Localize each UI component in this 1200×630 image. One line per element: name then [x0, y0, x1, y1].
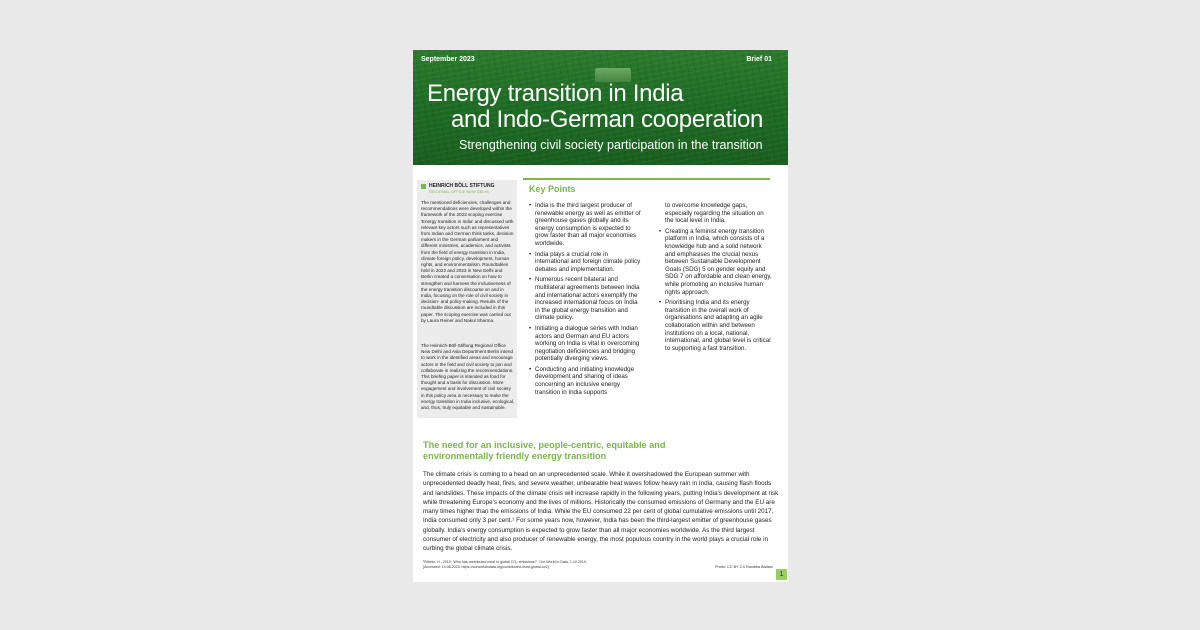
key-point: • Numerous recent bilateral and multilateral agreements between India and international actors exemplify the increased international focus on India in the global energy transition and climate policy.: [527, 276, 642, 322]
logo-square-icon: [421, 184, 426, 189]
cover-banner: [413, 50, 788, 165]
body-paragraph: The climate crisis is coming to a head on an unprecedented scale. While it overshadowed the European summer with unprecedented deadly heat, fires, and severe weather, unbearable heat waves follow heavy rain in India, causing flash floods and landslides. These impacts of the climate crisis will increase rapidly in the following years, putting India's development at risk while threatening Europe's economy and the lives of millions. Historically the consumed emissions of Germany and the EU are many times higher than the emissions of India: While the EU consumed 22 per cent of global cumulative emissions until 2017, India consumed only 3 per cent.¹ For some years now, however, India has been the third-largest emitter of greenhouse gases globally. India's energy consumption is expected to grow faster than all major economies worldwide. As the third largest consumer of electricity and also producer of renewable energy, the most populous country in the world plays a crucial role in curbing the global climate crisis.: [423, 471, 779, 553]
footnote: ¹Ritchie, H., 2019, 'Who has contributed most to global CO₂ emissions?', Our World in Data, 1.10.2019, [Accessed: 14.08.2023: https://ourworldindata.org/contributed-most-global-co2]: [423, 560, 587, 569]
page-number-badge: 1: [776, 569, 787, 580]
sidebar-box: [417, 180, 517, 418]
key-point: • India plays a crucial role in international and foreign climate policy debates and implementation.: [527, 251, 642, 274]
key-points-divider: [523, 178, 770, 180]
subtitle: Strengthening civil society participation in the transition: [459, 138, 763, 152]
key-points-title: Key Points: [529, 184, 576, 194]
sidebar-paragraph-2: The Heinrich-Böll-Stiftung Regional Office New Delhi and Asia Department Berlin intend to work in the identified areas and encourage actors in the field and civil society to join and collaborate in realizing the recommendations. This briefing paper is intended as food for thought and a basis for discussion. More engagement and involvement of civil society in this policy area is necessary to make the energy transition in India inclusive, ecological, and, thus, truly equitable and sustainable.: [421, 343, 515, 411]
title-line-1: Energy transition in India: [427, 80, 684, 107]
key-point: • Initiating a dialogue series with Indian actors and German and EU actors working on India is vital in overcoming negotiation deficiencies and bridging potentially diverging views.: [527, 325, 642, 363]
logo-name: HEINRICH BÖLL STIFTUNG: [429, 183, 495, 189]
key-points-right-column: [657, 202, 772, 355]
key-point: • Prioritising India and its energy transition in the overall work of organisations and adapting an agile collaboration within and between institutions on a local, national, international, and global level is critical to supporting a fast transition.: [657, 299, 772, 352]
key-point: • Creating a feminist energy transition platform in India, which consists of a knowledge hub and a solid network and emphasises the crucial nexus between Sustainable Development Goals (SDG) 5 on gender equity and SDG 7 on affordable and clean energy, while promoting an inclusive human rights approach.: [657, 228, 772, 296]
key-points-left-column: [527, 202, 642, 399]
logo-subtitle: REGIONAL OFFICE NEW DELHI: [429, 189, 489, 194]
section-heading: The need for an inclusive, people-centric, equitable and environmentally friendly energy transition: [423, 440, 666, 461]
key-point-continuation: to overcome knowledge gaps, especially regarding the situation on the local level in India.: [665, 202, 764, 225]
key-point: • India is the third largest producer of renewable energy as well as emitter of greenhouse gases globally and its energy consumption is expected to grow faster than all major economies worldwide.: [527, 202, 642, 248]
publisher-logo: [421, 183, 494, 194]
title-line-2: and Indo-German cooperation: [451, 106, 764, 133]
publication-date: September 2023: [421, 56, 475, 63]
key-point: • Conducting and initiating knowledge development and sharing of ideas concerning an inclusive energy transition in India supports: [527, 366, 642, 396]
photo-credit: Photo: CC BY 2.0 Randika Badani: [715, 565, 773, 569]
brief-number: Brief 01: [746, 56, 772, 63]
sidebar-paragraph-1: The mentioned deficiencies, challenges and recommendations were developed within the framework of the 2023 scoping exercise 'Energy transition in India' and discussed with relevant key actors such as representatives from Indian and German think tanks, decision makers in the German parliament and different ministries, academics, and activists from the field of energy transition in India, climate foreign policy, development, human rights, and environmentalism. Roundtables held in 2022 and 2023 in New Delhi and Berlin created a conversation on how to strengthen and harness the inclusiveness of the energy transition discourse on and in India, focusing on the role of civil society in decision- and policy-making. Results of the roundtable discussion are included in this paper. The scoping exercise was carried out by Laura Reiner and Nakul Sharma.: [421, 200, 514, 323]
document-page: [413, 50, 788, 582]
